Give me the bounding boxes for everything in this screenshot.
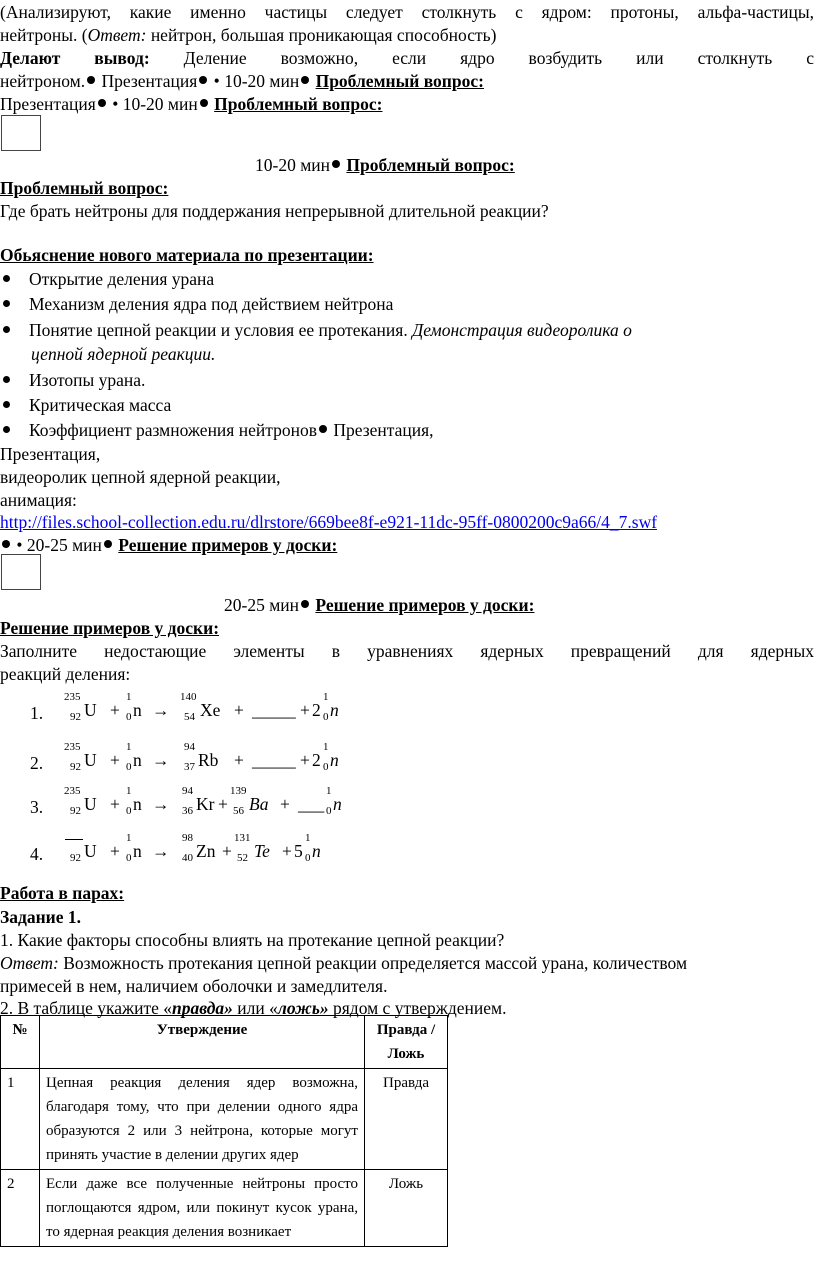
task-heading: Задание 1.: [0, 907, 82, 927]
list-item: Коэффициент размножения нейтронов Презентация,: [0, 419, 434, 442]
cell-statement: Цепная реакция деления ядер возможна, благодаря тому, что при делении одного ядра образуются 2 или 3 нейтрона, которые могут принять участие в делении других ядер: [40, 1069, 365, 1170]
bullet-dot-icon: [104, 540, 112, 548]
text-line: видеоролик цепной ядерной реакции,: [0, 467, 281, 487]
list-item-continuation: цепной ядерной реакции.: [31, 344, 216, 364]
header-no: №: [1, 1016, 40, 1069]
text-line: реакций деления:: [0, 664, 131, 684]
isotope-kr94: 94 36 Kr: [182, 785, 215, 817]
bullet-icon: [3, 401, 10, 408]
isotope-neutron-blank: ___ 1 0 n: [298, 785, 342, 817]
equation-number: 1.: [30, 703, 44, 723]
list-item: Понятие цепной реакции и условия ее протекания. Демонстрация видеоролика о: [0, 319, 632, 342]
text-line: Делают вывод: Деление возможно, если ядро возбудить или столкнуть с: [0, 48, 815, 68]
list-item: Изотопы урана.: [0, 369, 145, 392]
bullet-icon: [3, 275, 10, 282]
bullet-dot-icon: [199, 76, 207, 84]
text-line: Ответ: Возможность протекания цепной реакции определяется массой урана, количеством: [0, 953, 688, 973]
equation-number: 2.: [30, 753, 44, 773]
isotope-neutron: 1 0 n: [126, 832, 142, 864]
text-line: (Анализируют, какие именно частицы следует столкнуть с ядром: протоны, альфа-частицы,: [0, 2, 814, 22]
isotope-u235: 235 92 U: [64, 785, 97, 817]
text-line: 10-20 мин Проблемный вопрос:: [255, 155, 515, 175]
list-item: Открытие деления урана: [0, 268, 214, 291]
isotope-xe140: 140 54 Xe: [180, 691, 221, 723]
section-heading: Обьяснение нового материала по презентации:: [0, 245, 374, 265]
answer-blank: _____: [252, 750, 296, 770]
cell-no: 1: [1, 1069, 40, 1170]
text-line: нейтроны. (Ответ: нейтрон, большая проникающая способность): [0, 25, 497, 45]
isotope-u235: 235 92 U: [64, 691, 97, 723]
isotope-u235: 235 92 U: [64, 741, 97, 773]
bullet-dot-icon: [301, 76, 309, 84]
isotope-neutron: 1 0 n: [126, 741, 142, 773]
cell-no: 2: [1, 1170, 40, 1247]
cell-answer: Ложь: [365, 1170, 448, 1247]
section-heading: Работа в парах:: [0, 883, 125, 903]
bullet-icon: [3, 426, 10, 433]
header-true-false: Правда / Ложь: [365, 1016, 448, 1069]
bullet-icon: [3, 300, 10, 307]
isotope-u-unknown: 92 U: [64, 831, 110, 871]
bullet-dot-icon: [319, 425, 327, 433]
text-line: Заполните недостающие элементы в уравнениях ядерных превращений для ядерных: [0, 641, 814, 661]
bullet-dot-icon: [301, 600, 309, 608]
bullet-icon: [3, 326, 10, 333]
table-header-row: [1, 1016, 448, 1069]
isotope-zn98: 98 40 Zn: [182, 832, 216, 864]
cell-statement: Если даже все полученные нейтроны просто поглощаются ядром, или покинут кусок урана, то ядерная реакция деления возникает: [40, 1170, 365, 1247]
isotope-neutron-coeff: 5 1 0 n: [294, 832, 321, 864]
bullet-icon: [3, 376, 10, 383]
cell-answer: Правда: [365, 1069, 448, 1170]
text-line: 20-25 мин Решение примеров у доски:: [224, 595, 535, 615]
text-line: Где брать нейтроны для поддержания непрерывной длительной реакции?: [0, 201, 549, 221]
text-line: примесей в нем, наличием оболочки и замедлителя.: [0, 976, 388, 996]
bullet-dot-icon: [98, 99, 106, 107]
bullet-dot-icon: [200, 99, 208, 107]
isotope-te131: 131 52 Te: [234, 832, 270, 864]
empty-image-frame: [1, 554, 41, 590]
list-item: Критическая масса: [0, 394, 171, 417]
isotope-rb94: 94 37 Rb: [184, 741, 219, 773]
answer-blank: _____: [252, 700, 296, 720]
bullet-dot-icon: [87, 76, 95, 84]
header-statement: Утверждение: [40, 1016, 365, 1069]
text-line: 1. Какие факторы способны влиять на протекание цепной реакции?: [0, 930, 505, 950]
text-line: [0, 511, 657, 534]
bullet-dot-icon: [332, 160, 340, 168]
text-line: анимация:: [0, 490, 77, 510]
isotope-neutron: 1 0 n: [126, 691, 142, 723]
table-row: [1, 1170, 448, 1247]
true-false-table: [0, 1015, 448, 1247]
list-item: Механизм деления ядра под действием нейтрона: [0, 293, 393, 316]
text-line: Презентация,: [0, 444, 101, 464]
table-row: [1, 1069, 448, 1170]
equation-number: 4.: [30, 844, 44, 864]
isotope-neutron: 1 0 n: [126, 785, 142, 817]
answer-blank: ___: [298, 794, 325, 814]
isotope-ba139: 139 56 Ba: [230, 785, 269, 817]
empty-image-frame: [1, 115, 41, 151]
section-heading: Решение примеров у доски:: [0, 618, 220, 638]
isotope-neutron-coeff: 2 1 0 n: [312, 741, 339, 773]
isotope-neutron-coeff: 2 1 0 n: [312, 691, 339, 723]
text-line: • 20-25 мин Решение примеров у доски:: [0, 534, 337, 557]
text-line: Презентация • 10-20 мин Проблемный вопрос:: [0, 94, 383, 114]
equation-number: 3.: [30, 797, 44, 817]
animation-link[interactable]: http://files.school-collection.edu.ru/dlrstore/669bee8f-e921-11dc-95ff-0800200c9a66/4_7.swf: [0, 512, 658, 532]
bullet-dot-icon: [2, 540, 10, 548]
text-line: 2. В таблице укажите «правда» или «ложь» рядом с утверждением.: [0, 998, 507, 1018]
section-heading: Проблемный вопрос:: [0, 178, 169, 198]
text-line: нейтроном. Презентация • 10-20 мин Проблемный вопрос:: [0, 71, 484, 91]
